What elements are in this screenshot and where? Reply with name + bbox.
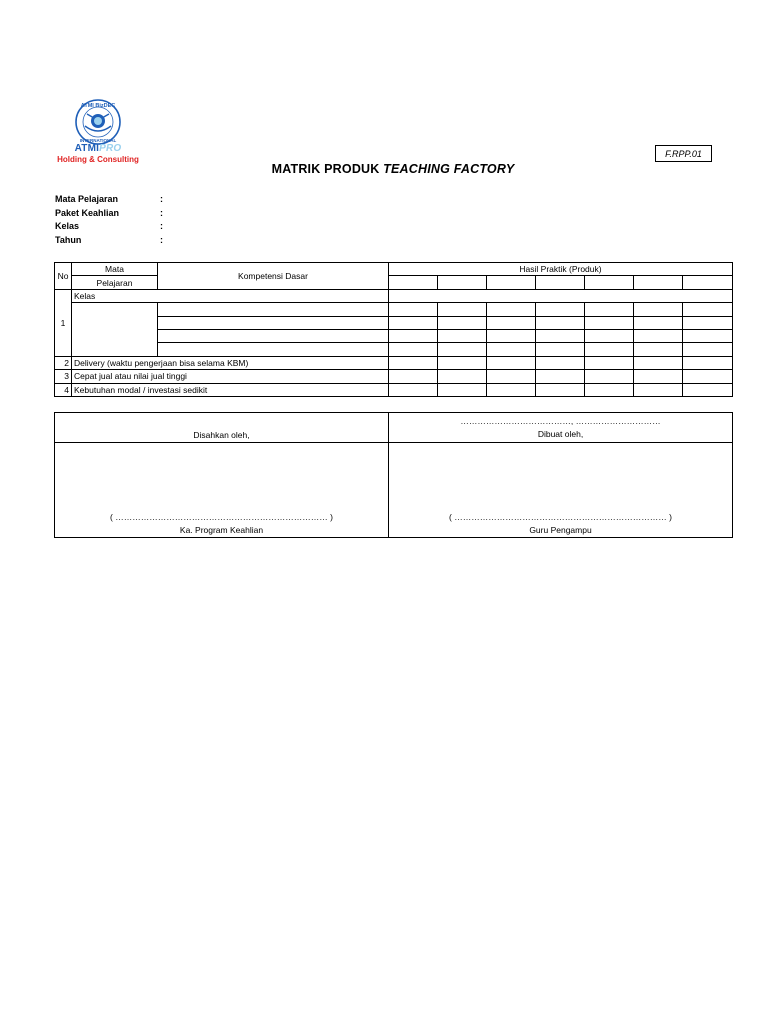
- product-cell: [683, 370, 733, 383]
- signature-space-row: [55, 443, 733, 538]
- approver-name-line: ( ………………………………………………………………… ): [110, 512, 333, 522]
- title-italic: TEACHING FACTORY: [383, 162, 515, 176]
- criteria-row-nilai-jual: [55, 370, 733, 383]
- info-colon: :: [160, 221, 163, 231]
- product-col-4: [536, 276, 585, 289]
- product-col-1: [389, 276, 438, 289]
- kompetensi-cell: [158, 343, 389, 356]
- header-mata: Mata: [72, 263, 158, 276]
- product-cell: [487, 370, 536, 383]
- product-cell: [683, 343, 733, 356]
- product-col-7: [683, 276, 733, 289]
- kelas-cell: Kelas: [72, 289, 389, 302]
- maker-role: Guru Pengampu: [529, 525, 592, 535]
- product-col-3: [487, 276, 536, 289]
- criteria-no: 3: [55, 370, 72, 383]
- product-cell: [389, 370, 438, 383]
- product-cell: [683, 303, 733, 316]
- info-colon: :: [160, 194, 163, 204]
- logo-brand-suffix: PRO: [99, 143, 122, 154]
- product-cell: [389, 316, 438, 329]
- approved-by-cell: [55, 413, 389, 443]
- form-code-box: F.RPP.01: [655, 145, 712, 162]
- header-hasil-praktik: Hasil Praktik (Produk): [389, 263, 733, 276]
- approver-signature-cell: [55, 443, 389, 538]
- product-cell: [585, 343, 634, 356]
- product-cell: [438, 356, 487, 369]
- product-cell: [438, 383, 487, 396]
- product-cell: [585, 383, 634, 396]
- kompetensi-cell: [158, 316, 389, 329]
- product-col-6: [634, 276, 683, 289]
- product-cell: [438, 343, 487, 356]
- table-row: [55, 289, 733, 302]
- title-main: MATRIK PRODUK: [271, 162, 384, 176]
- svg-text:INTERNATIONAL: INTERNATIONAL: [79, 138, 117, 143]
- info-row-paket-keahlian: [55, 207, 163, 221]
- place-date-line: …………………………………, …………………………: [460, 416, 661, 426]
- maker-name-line: ( ………………………………………………………………… ): [449, 512, 672, 522]
- info-fields: [55, 193, 163, 247]
- product-cell: [389, 356, 438, 369]
- info-label: Paket Keahlian: [55, 207, 120, 218]
- table-header-row: [55, 263, 733, 276]
- product-cell: [536, 370, 585, 383]
- criteria-text: Cepat jual atau nilai jual tinggi: [72, 370, 389, 383]
- approved-by-caption: Disahkan oleh,: [193, 430, 250, 440]
- info-row-mata-pelajaran: [55, 193, 163, 207]
- info-label: Tahun: [55, 234, 82, 245]
- product-cell: [438, 303, 487, 316]
- criteria-no: 4: [55, 383, 72, 396]
- product-cell: [634, 383, 683, 396]
- header-no: No: [55, 263, 72, 290]
- product-cell: [536, 343, 585, 356]
- signature-caption-row: [55, 413, 733, 443]
- product-cell: [536, 316, 585, 329]
- kompetensi-cell: [158, 303, 389, 316]
- info-label: Kelas: [55, 221, 80, 231]
- page-title: [0, 162, 768, 176]
- product-cell: [389, 383, 438, 396]
- maker-signature-cell: [389, 443, 733, 538]
- product-col-2: [438, 276, 487, 289]
- product-col-5: [585, 276, 634, 289]
- product-cell: [585, 370, 634, 383]
- approver-role: Ka. Program Keahlian: [179, 525, 264, 535]
- criteria-row-modal: [55, 383, 733, 396]
- criteria-row-delivery: [55, 356, 733, 369]
- product-cell: [487, 343, 536, 356]
- product-cell: [634, 329, 683, 342]
- product-cell: [634, 370, 683, 383]
- product-cell: [389, 343, 438, 356]
- info-label: Mata Pelajaran: [55, 194, 119, 204]
- made-by-cell: [389, 413, 733, 443]
- product-cell: [634, 303, 683, 316]
- product-cell: [536, 383, 585, 396]
- product-cell: [683, 329, 733, 342]
- info-row-kelas: [55, 220, 163, 234]
- product-cell: [389, 303, 438, 316]
- product-cell: [585, 316, 634, 329]
- criteria-text: Kebutuhan modal / investasi sedikit: [72, 383, 389, 396]
- header-pelajaran: Pelajaran: [72, 276, 158, 289]
- made-by-caption: Dibuat oleh,: [537, 429, 584, 439]
- product-cell: [683, 383, 733, 396]
- criteria-no: 2: [55, 356, 72, 369]
- product-cell: [438, 316, 487, 329]
- product-cell: [438, 329, 487, 342]
- product-cell: [585, 356, 634, 369]
- product-cell: [634, 343, 683, 356]
- info-colon: :: [160, 207, 163, 218]
- product-cell: [487, 356, 536, 369]
- product-cell: [585, 329, 634, 342]
- product-cell: [585, 303, 634, 316]
- product-cell: [683, 316, 733, 329]
- criteria-text: Delivery (waktu pengerjaan bisa selama KBM): [72, 356, 389, 369]
- kompetensi-cell: [158, 329, 389, 342]
- product-cell: [487, 303, 536, 316]
- mata-pelajaran-cell: [72, 303, 158, 357]
- product-cell: [634, 316, 683, 329]
- header-kompetensi-dasar: Kompetensi Dasar: [158, 263, 389, 290]
- signature-table: [54, 412, 733, 538]
- row-no: 1: [55, 289, 72, 356]
- info-row-tahun: [55, 234, 163, 248]
- logo-tagline: Holding & Consulting: [57, 155, 139, 164]
- table-subheader-row: [55, 276, 733, 289]
- product-cell: [536, 329, 585, 342]
- logo-brand-text: [52, 143, 144, 154]
- product-cell: [487, 316, 536, 329]
- logo-brand-main: ATMI: [74, 143, 100, 154]
- product-cell: [438, 370, 487, 383]
- table-row: [55, 303, 733, 316]
- product-cell: [536, 303, 585, 316]
- svg-text:ATMI BizDEC: ATMI BizDEC: [80, 103, 116, 109]
- product-cell: [683, 356, 733, 369]
- product-cell: [389, 329, 438, 342]
- product-cell: [536, 356, 585, 369]
- product-matrix-table: [54, 262, 733, 397]
- product-cell: [487, 329, 536, 342]
- product-cell: [487, 383, 536, 396]
- info-colon: :: [160, 234, 163, 245]
- product-cell: [634, 356, 683, 369]
- hasil-cell: [389, 289, 733, 302]
